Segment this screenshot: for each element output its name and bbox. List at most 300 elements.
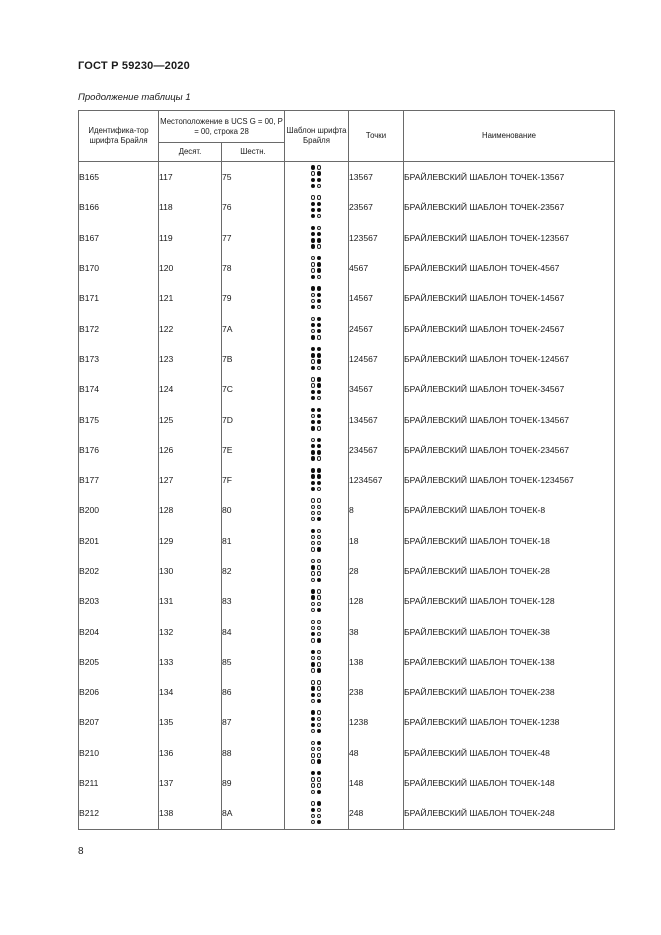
cell-dots: 148 (349, 768, 404, 798)
cell-decimal: 124 (159, 374, 222, 404)
braille-dot (311, 717, 315, 721)
cell-identifier: B170 (79, 253, 159, 283)
braille-dot (311, 414, 315, 418)
cell-braille-pattern (285, 223, 349, 253)
braille-dot (317, 444, 321, 448)
table-row (79, 586, 615, 616)
cell-decimal: 138 (159, 798, 222, 829)
cell-decimal: 133 (159, 647, 222, 677)
braille-pattern-icon (311, 498, 323, 522)
cell-name: БРАЙЛЕВСКИЙ ШАБЛОН ТОЧЕК-38 (404, 616, 615, 646)
braille-dot (317, 529, 321, 533)
cell-identifier: B175 (79, 404, 159, 434)
braille-dot (311, 275, 315, 279)
braille-dot (311, 759, 315, 763)
cell-dots: 8 (349, 495, 404, 525)
braille-pattern-icon (311, 317, 323, 341)
braille-pattern-icon (311, 468, 323, 492)
braille-dot (311, 620, 315, 624)
cell-decimal: 137 (159, 768, 222, 798)
table-row (79, 435, 615, 465)
cell-hex: 76 (222, 192, 285, 222)
cell-decimal: 135 (159, 707, 222, 737)
braille-pattern-icon (311, 286, 323, 310)
braille-dot (311, 377, 315, 381)
braille-dot (317, 232, 321, 236)
cell-braille-pattern (285, 374, 349, 404)
braille-dot (311, 741, 315, 745)
table-row (79, 768, 615, 798)
cell-name: БРАЙЛЕВСКИЙ ШАБЛОН ТОЧЕК-18 (404, 526, 615, 556)
cell-braille-pattern (285, 192, 349, 222)
braille-dot (317, 262, 321, 266)
braille-dot (317, 717, 321, 721)
cell-dots: 134567 (349, 404, 404, 434)
braille-dot (311, 353, 315, 357)
braille-dot (317, 426, 321, 430)
braille-dot (311, 710, 315, 714)
braille-dot (311, 632, 315, 636)
braille-dot (317, 450, 321, 454)
braille-dot (311, 226, 315, 230)
braille-dot (317, 171, 321, 175)
cell-hex: 7E (222, 435, 285, 465)
cell-decimal: 120 (159, 253, 222, 283)
braille-dot (311, 777, 315, 781)
braille-dot (317, 535, 321, 539)
col-header-dots: Точки (349, 111, 404, 162)
braille-dot (317, 626, 321, 630)
cell-hex: 84 (222, 616, 285, 646)
braille-dot (311, 680, 315, 684)
cell-decimal: 126 (159, 435, 222, 465)
braille-dot (317, 244, 321, 248)
cell-identifier: B167 (79, 223, 159, 253)
cell-hex: 7A (222, 313, 285, 343)
col-header-hex: Шестн. (222, 143, 285, 162)
braille-pattern-icon (311, 226, 323, 250)
cell-identifier: B174 (79, 374, 159, 404)
braille-dot (317, 759, 321, 763)
braille-dot (317, 329, 321, 333)
braille-dot (311, 202, 315, 206)
braille-dot (317, 390, 321, 394)
cell-dots: 138 (349, 647, 404, 677)
cell-decimal: 132 (159, 616, 222, 646)
braille-dot (311, 286, 315, 290)
braille-dot (311, 347, 315, 351)
braille-dot (311, 390, 315, 394)
braille-dot (311, 699, 315, 703)
braille-dot (311, 578, 315, 582)
braille-pattern-icon (311, 256, 323, 280)
braille-dot (317, 650, 321, 654)
braille-dot (317, 305, 321, 309)
table-row (79, 495, 615, 525)
table-caption: Продолжение таблицы 1 (78, 92, 191, 103)
cell-dots: 234567 (349, 435, 404, 465)
braille-dot (311, 329, 315, 333)
braille-dot (317, 723, 321, 727)
cell-name: БРАЙЛЕВСКИЙ ШАБЛОН ТОЧЕК-123567 (404, 223, 615, 253)
braille-pattern-icon (311, 710, 323, 734)
cell-decimal: 136 (159, 738, 222, 768)
col-header-id: Идентифика-тор шрифта Брайля (79, 111, 159, 162)
braille-dot (311, 208, 315, 212)
braille-dot (311, 541, 315, 545)
cell-name: БРАЙЛЕВСКИЙ ШАБЛОН ТОЧЕК-4567 (404, 253, 615, 283)
braille-dot (317, 317, 321, 321)
braille-dot (317, 747, 321, 751)
braille-dot (311, 686, 315, 690)
braille-dot (317, 256, 321, 260)
braille-dot (311, 256, 315, 260)
cell-identifier: B210 (79, 738, 159, 768)
table-row (79, 374, 615, 404)
cell-hex: 87 (222, 707, 285, 737)
table-body (79, 162, 615, 830)
cell-dots: 28 (349, 556, 404, 586)
braille-dot (317, 498, 321, 502)
braille-dot (317, 790, 321, 794)
braille-dot (311, 565, 315, 569)
braille-dot (311, 383, 315, 387)
cell-dots: 48 (349, 738, 404, 768)
braille-dot (317, 214, 321, 218)
braille-dot (317, 710, 321, 714)
braille-dot (317, 202, 321, 206)
braille-dot (317, 353, 321, 357)
cell-hex: 78 (222, 253, 285, 283)
braille-dot (311, 753, 315, 757)
braille-pattern-icon (311, 559, 323, 583)
braille-dot (317, 195, 321, 199)
cell-name: БРАЙЛЕВСКИЙ ШАБЛОН ТОЧЕК-234567 (404, 435, 615, 465)
braille-dot (311, 656, 315, 660)
table-row (79, 162, 615, 193)
cell-name: БРАЙЛЕВСКИЙ ШАБЛОН ТОЧЕК-1238 (404, 707, 615, 737)
braille-dot (317, 383, 321, 387)
cell-dots: 14567 (349, 283, 404, 313)
braille-dot (311, 335, 315, 339)
braille-dot (317, 608, 321, 612)
cell-braille-pattern (285, 495, 349, 525)
cell-hex: 85 (222, 647, 285, 677)
cell-identifier: B171 (79, 283, 159, 313)
cell-dots: 123567 (349, 223, 404, 253)
cell-hex: 88 (222, 738, 285, 768)
cell-braille-pattern (285, 586, 349, 616)
braille-dot (317, 396, 321, 400)
braille-dot (317, 335, 321, 339)
braille-dot (317, 377, 321, 381)
braille-dot (311, 638, 315, 642)
cell-decimal: 128 (159, 495, 222, 525)
braille-dot (311, 171, 315, 175)
table-row (79, 556, 615, 586)
cell-braille-pattern (285, 616, 349, 646)
braille-dot (317, 474, 321, 478)
braille-dot (311, 468, 315, 472)
braille-dot (311, 238, 315, 242)
braille-dot (311, 498, 315, 502)
cell-hex: 81 (222, 526, 285, 556)
cell-braille-pattern (285, 253, 349, 283)
cell-decimal: 123 (159, 344, 222, 374)
braille-dot (317, 547, 321, 551)
braille-dot (317, 656, 321, 660)
table-row (79, 253, 615, 283)
cell-hex: 75 (222, 162, 285, 193)
braille-dot (317, 487, 321, 491)
table-row (79, 526, 615, 556)
braille-pattern-icon (311, 195, 323, 219)
braille-dot (311, 244, 315, 248)
col-header-pattern: Шаблон шрифта Брайля (285, 111, 349, 162)
braille-dot (311, 662, 315, 666)
braille-dot (317, 438, 321, 442)
cell-hex: 8A (222, 798, 285, 829)
braille-dot (311, 305, 315, 309)
braille-dot (311, 608, 315, 612)
cell-identifier: B207 (79, 707, 159, 737)
braille-pattern-icon (311, 741, 323, 765)
braille-dot (311, 529, 315, 533)
cell-braille-pattern (285, 556, 349, 586)
cell-name: БРАЙЛЕВСКИЙ ШАБЛОН ТОЧЕК-28 (404, 556, 615, 586)
cell-identifier: B176 (79, 435, 159, 465)
cell-identifier: B203 (79, 586, 159, 616)
braille-dot (311, 505, 315, 509)
cell-hex: 79 (222, 283, 285, 313)
cell-dots: 13567 (349, 162, 404, 193)
page-number: 8 (78, 846, 84, 857)
braille-dot (311, 262, 315, 266)
braille-dot (311, 808, 315, 812)
braille-dot (311, 366, 315, 370)
cell-decimal: 117 (159, 162, 222, 193)
cell-identifier: B201 (79, 526, 159, 556)
braille-dot (311, 408, 315, 412)
cell-decimal: 127 (159, 465, 222, 495)
cell-dots: 124567 (349, 344, 404, 374)
cell-identifier: B173 (79, 344, 159, 374)
braille-pattern-icon (311, 650, 323, 674)
braille-dot (317, 208, 321, 212)
braille-dot (317, 680, 321, 684)
braille-table (78, 110, 615, 830)
cell-identifier: B206 (79, 677, 159, 707)
cell-decimal: 134 (159, 677, 222, 707)
braille-dot (317, 814, 321, 818)
braille-dot (311, 317, 315, 321)
braille-dot (317, 184, 321, 188)
braille-pattern-icon (311, 438, 323, 462)
cell-hex: 82 (222, 556, 285, 586)
braille-dot (311, 426, 315, 430)
cell-dots: 18 (349, 526, 404, 556)
cell-braille-pattern (285, 526, 349, 556)
cell-decimal: 119 (159, 223, 222, 253)
table-row (79, 192, 615, 222)
cell-name: БРАЙЛЕВСКИЙ ШАБЛОН ТОЧЕК-14567 (404, 283, 615, 313)
braille-dot (317, 620, 321, 624)
cell-identifier: B200 (79, 495, 159, 525)
col-header-location: Местоположение в UCS G = 00, P = 00, строка 28 (159, 111, 285, 143)
braille-dot (317, 777, 321, 781)
table-row (79, 616, 615, 646)
braille-dot (311, 165, 315, 169)
table-row (79, 344, 615, 374)
cell-name: БРАЙЛЕВСКИЙ ШАБЛОН ТОЧЕК-48 (404, 738, 615, 768)
cell-decimal: 130 (159, 556, 222, 586)
cell-name: БРАЙЛЕВСКИЙ ШАБЛОН ТОЧЕК-13567 (404, 162, 615, 193)
braille-dot (317, 511, 321, 515)
cell-name: БРАЙЛЕВСКИЙ ШАБЛОН ТОЧЕК-248 (404, 798, 615, 829)
braille-dot (317, 801, 321, 805)
braille-dot (311, 456, 315, 460)
braille-dot (311, 814, 315, 818)
braille-dot (317, 420, 321, 424)
table-row (79, 707, 615, 737)
cell-dots: 34567 (349, 374, 404, 404)
cell-name: БРАЙЛЕВСКИЙ ШАБЛОН ТОЧЕК-124567 (404, 344, 615, 374)
braille-dot (311, 626, 315, 630)
cell-name: БРАЙЛЕВСКИЙ ШАБЛОН ТОЧЕК-34567 (404, 374, 615, 404)
braille-dot (311, 511, 315, 515)
braille-dot (317, 602, 321, 606)
cell-hex: 86 (222, 677, 285, 707)
braille-dot (311, 232, 315, 236)
cell-dots: 238 (349, 677, 404, 707)
braille-pattern-icon (311, 771, 323, 795)
braille-dot (317, 783, 321, 787)
cell-hex: 77 (222, 223, 285, 253)
braille-dot (311, 571, 315, 575)
braille-dot (317, 571, 321, 575)
braille-dot (317, 541, 321, 545)
braille-dot (317, 741, 321, 745)
braille-dot (311, 517, 315, 521)
braille-dot (317, 286, 321, 290)
col-header-dec: Десят. (159, 143, 222, 162)
braille-pattern-icon (311, 377, 323, 401)
braille-dot (317, 517, 321, 521)
braille-dot (317, 699, 321, 703)
cell-name: БРАЙЛЕВСКИЙ ШАБЛОН ТОЧЕК-134567 (404, 404, 615, 434)
braille-dot (317, 178, 321, 182)
cell-hex: 7D (222, 404, 285, 434)
braille-dot (311, 602, 315, 606)
table-row (79, 465, 615, 495)
braille-dot (311, 650, 315, 654)
braille-dot (311, 693, 315, 697)
braille-dot (317, 638, 321, 642)
cell-braille-pattern (285, 404, 349, 434)
braille-dot (311, 729, 315, 733)
braille-dot (311, 444, 315, 448)
braille-dot (311, 359, 315, 363)
document-title: ГОСТ Р 59230—2020 (78, 60, 190, 72)
cell-name: БРАЙЛЕВСКИЙ ШАБЛОН ТОЧЕК-128 (404, 586, 615, 616)
braille-dot (317, 275, 321, 279)
cell-hex: 7B (222, 344, 285, 374)
cell-hex: 7C (222, 374, 285, 404)
braille-dot (311, 487, 315, 491)
table-row (79, 404, 615, 434)
cell-braille-pattern (285, 435, 349, 465)
braille-dot (317, 165, 321, 169)
braille-dot (311, 559, 315, 563)
braille-pattern-icon (311, 347, 323, 371)
braille-dot (317, 468, 321, 472)
braille-pattern-icon (311, 680, 323, 704)
braille-dot (311, 547, 315, 551)
cell-name: БРАЙЛЕВСКИЙ ШАБЛОН ТОЧЕК-8 (404, 495, 615, 525)
cell-identifier: B204 (79, 616, 159, 646)
table-row (79, 283, 615, 313)
braille-dot (317, 414, 321, 418)
braille-dot (311, 474, 315, 478)
table-row (79, 223, 615, 253)
cell-identifier: B165 (79, 162, 159, 193)
braille-dot (311, 820, 315, 824)
cell-identifier: B205 (79, 647, 159, 677)
braille-dot (317, 299, 321, 303)
braille-dot (317, 578, 321, 582)
braille-pattern-icon (311, 801, 323, 825)
braille-dot (311, 595, 315, 599)
col-header-name: Наименование (404, 111, 615, 162)
braille-dot (317, 481, 321, 485)
braille-dot (317, 238, 321, 242)
cell-name: БРАЙЛЕВСКИЙ ШАБЛОН ТОЧЕК-24567 (404, 313, 615, 343)
braille-dot (311, 184, 315, 188)
cell-name: БРАЙЛЕВСКИЙ ШАБЛОН ТОЧЕК-1234567 (404, 465, 615, 495)
cell-identifier: B211 (79, 768, 159, 798)
braille-dot (311, 299, 315, 303)
braille-dot (317, 771, 321, 775)
cell-identifier: B177 (79, 465, 159, 495)
braille-dot (311, 801, 315, 805)
cell-decimal: 125 (159, 404, 222, 434)
braille-dot (317, 565, 321, 569)
cell-hex: 83 (222, 586, 285, 616)
braille-dot (311, 420, 315, 424)
braille-dot (317, 753, 321, 757)
braille-dot (317, 347, 321, 351)
cell-braille-pattern (285, 313, 349, 343)
cell-hex: 7F (222, 465, 285, 495)
braille-dot (311, 268, 315, 272)
cell-identifier: B202 (79, 556, 159, 586)
braille-pattern-icon (311, 529, 323, 553)
braille-pattern-icon (311, 589, 323, 613)
cell-braille-pattern (285, 768, 349, 798)
braille-dot (317, 662, 321, 666)
cell-decimal: 118 (159, 192, 222, 222)
cell-braille-pattern (285, 738, 349, 768)
braille-dot (311, 178, 315, 182)
braille-dot (311, 293, 315, 297)
table-row (79, 677, 615, 707)
cell-dots: 23567 (349, 192, 404, 222)
braille-dot (311, 195, 315, 199)
braille-dot (317, 729, 321, 733)
braille-dot (317, 456, 321, 460)
cell-braille-pattern (285, 798, 349, 829)
braille-dot (317, 226, 321, 230)
